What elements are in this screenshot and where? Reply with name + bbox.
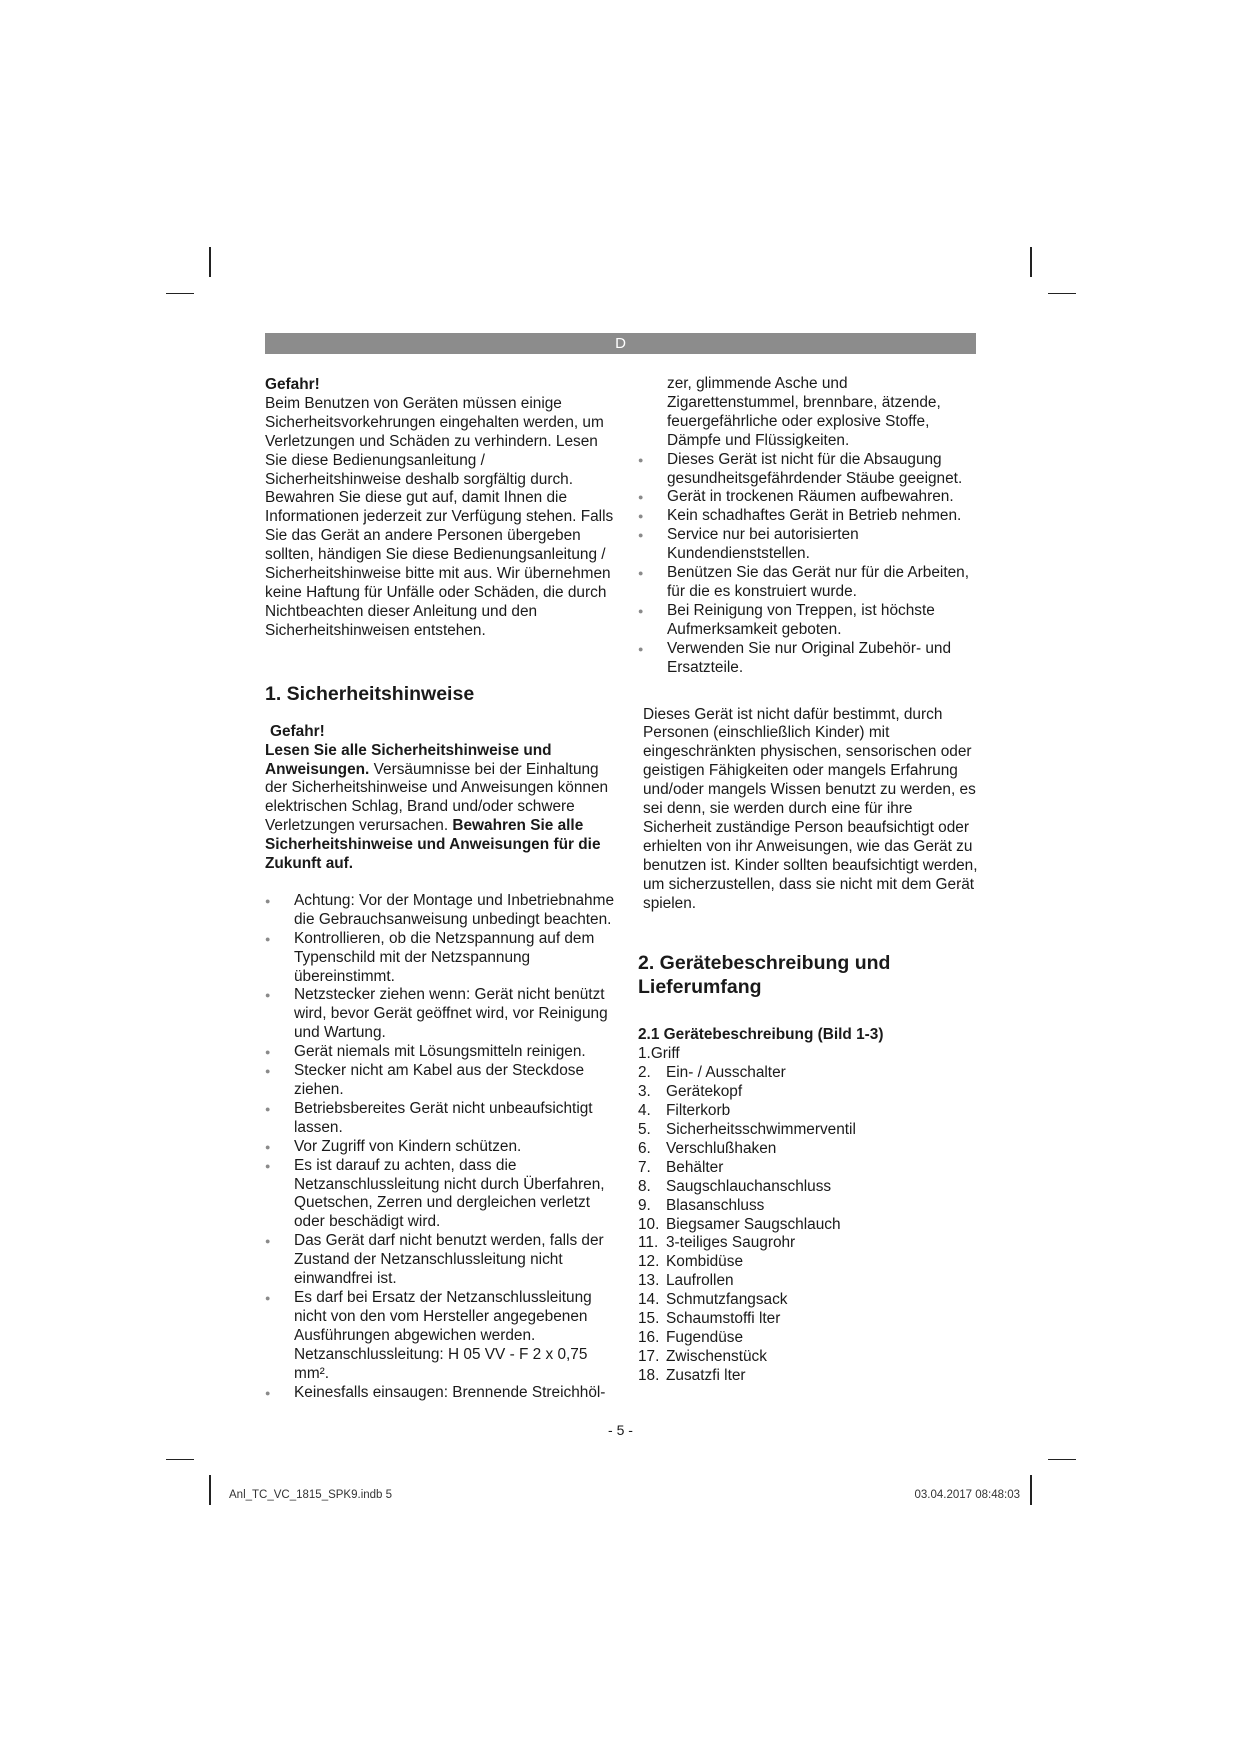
part-label: Filterkorb: [666, 1102, 731, 1120]
crop-mark: [1030, 1475, 1032, 1505]
crop-mark: [1048, 1459, 1076, 1460]
list-item: ● Gerät niemals mit Lösungsmitteln reinigen.: [265, 1043, 615, 1062]
list-item: [638, 1310, 978, 1329]
part-number: 16.: [638, 1328, 660, 1346]
section1-text: Versäumnisse bei der Einhaltung der Sicherheitshinweise und Anweisungen können elektrischen Schlag, Brand und/oder schwere Verletzungen verursachen.: [265, 760, 609, 835]
list-item: ● Service nur bei autorisierten Kundendienststellen.: [638, 526, 978, 564]
crop-mark: [209, 1475, 211, 1505]
part-number: 2.: [638, 1064, 651, 1082]
part-number: 10.: [638, 1215, 660, 1233]
part-number: 12.: [638, 1253, 660, 1271]
part-number: 6.: [638, 1139, 651, 1157]
warning-title: Gefahr!: [265, 376, 320, 393]
list-item: [638, 1064, 978, 1083]
list-item: ● Betriebsbereites Gerät nicht unbeaufsichtigt lassen.: [265, 1100, 615, 1138]
part-label: Saugschlauchanschluss: [666, 1177, 832, 1195]
part-number: 9.: [638, 1196, 651, 1214]
part-label: Schmutzfangsack: [666, 1291, 788, 1309]
language-tab-label: D: [615, 335, 626, 352]
list-item: [638, 1197, 978, 1216]
part-label: Verschlußhaken: [666, 1139, 777, 1157]
list-item: ● Kein schadhaftes Gerät in Betrieb nehmen.: [638, 507, 978, 526]
list-item: [638, 1140, 978, 1159]
part-number: 5.: [638, 1121, 651, 1138]
part-label: Zwischenstück: [666, 1347, 767, 1365]
parts-list: [638, 1064, 978, 1385]
list-item: ● Stecker nicht am Kabel aus der Steckdose ziehen.: [265, 1062, 615, 1100]
section1-warning-title: Gefahr!: [270, 722, 325, 740]
crop-mark: [209, 247, 211, 277]
list-item: [638, 1367, 978, 1386]
section1-bold-lead: Lesen Sie alle Sicherheitshinweise und Anweisungen.: [265, 741, 552, 778]
part-label: Schaumstoffi lter: [666, 1310, 781, 1328]
list-item: [638, 1121, 978, 1140]
section1-intro: [265, 742, 615, 874]
section1-bold-tail: Bewahren Sie alle Sicherheitshinweise und Anweisungen für die Zukunft auf.: [265, 817, 601, 873]
part-label: 3-teiliges Saugrohr: [666, 1234, 796, 1252]
page-number: - 5 -: [608, 1422, 633, 1438]
part-number: 18.: [638, 1366, 660, 1384]
list-item: ● Kontrollieren, ob die Netzspannung auf dem Typenschild mit der Netzspannung übereinstimmt.: [265, 930, 615, 987]
part-label: Sicherheitsschwimmerventil: [666, 1121, 856, 1138]
part-number: 13.: [638, 1272, 660, 1290]
list-item: [638, 1159, 978, 1178]
list-item: ● Netzstecker ziehen wenn: Gerät nicht benützt wird, bevor Gerät geöffnet wird, vor Reinigung und Wartung.: [265, 986, 615, 1043]
part-number: 15.: [638, 1310, 660, 1328]
children-notice: Dieses Gerät ist nicht dafür bestimmt, durch Personen (einschließlich Kinder) mit eingeschränkten physischen, sensorischen oder geistigen Fähigkeiten oder mangels Erfahrung und/oder mangels Wissen benutzt zu werden, es sei denn, sie werden durch eine für ihre Sicherheit zuständige Person beaufsichtigt oder erhielten von ihr Anweisungen, wie das Gerät zu benutzen ist. Kinder sollten beaufsichtigt werden, um sicherzustellen, dass sie nicht mit dem Gerät spielen.: [643, 705, 978, 912]
part-number: 11.: [638, 1234, 659, 1252]
continuation-text: zer, glimmende Asche und Zigarettenstummel, brennbare, ätzende, feuergefährliche oder explosive Stoffe, Dämpfe und Flüssigkeiten.: [667, 375, 941, 449]
part-label: Fugendüse: [666, 1328, 744, 1346]
list-item: ● Vor Zugriff von Kindern schützen.: [265, 1138, 615, 1157]
footer-timestamp: 03.04.2017 08:48:03: [914, 1489, 1020, 1501]
part-number: 3.: [638, 1083, 651, 1101]
part-label: Zusatzfi lter: [666, 1366, 746, 1384]
part-label: Kombidüse: [666, 1253, 743, 1271]
list-item: [638, 1083, 978, 1102]
warning-text: Beim Benutzen von Geräten müssen einige Sicherheitsvorkehrungen eingehalten werden, um Verletzungen und Schäden zu verhindern. Lesen Sie diese Bedienungsanleitung / Sicherheitshinweise deshalb sorgfältig durch. Bewahren Sie diese gut auf, damit Ihnen die Informationen jederzeit zur Verfügung stehen. Falls Sie das Gerät an andere Personen übergeben sollten, händigen Sie diese Bedienungsanleitung / Sicherheitshinweise bitte mit aus. Wir übernehmen keine Haftung für Unfälle oder Schäden, die durch Nichtbeachten dieser Anleitung und den Sicherheitshinweisen entstehen.: [265, 394, 614, 639]
list-item: ● Es ist darauf zu achten, dass die Netzanschlussleitung nicht durch Überfahren, Quetschen, Zerren und dergleichen verletzt oder beschädigt wird.: [265, 1157, 615, 1233]
list-item: ● Das Gerät darf nicht benutzt werden, falls der Zustand der Netzanschlussleitung nicht einwandfrei ist.: [265, 1232, 615, 1289]
section2-heading: 2. Gerätebeschreibung und Lieferumfang: [638, 952, 891, 999]
section1-heading: 1. Sicherheitshinweise: [265, 682, 475, 705]
part-number: 17.: [638, 1347, 660, 1365]
list-item: [638, 1272, 978, 1291]
part-label: Blasanschluss: [666, 1196, 765, 1214]
language-header-bar: [265, 333, 976, 354]
list-item: [638, 1291, 978, 1310]
crop-mark: [1048, 293, 1076, 294]
safety-bullet-list: [265, 892, 615, 1402]
right-column: [638, 375, 978, 1386]
list-item: ● Dieses Gerät ist nicht für die Absaugung gesundheitsgefährdender Stäube geeignet.: [638, 451, 978, 489]
part-label: Biegsamer Saugschlauch: [666, 1215, 841, 1233]
crop-mark: [166, 1459, 194, 1460]
list-item: ● Achtung: Vor der Montage und Inbetriebnahme die Gebrauchsanweisung unbedingt beachten.: [265, 892, 615, 930]
part-number: 8.: [638, 1177, 651, 1195]
part-number: 7.: [638, 1158, 651, 1176]
list-item: [638, 1348, 978, 1367]
list-item: [638, 1102, 978, 1121]
list-item: ● Verwenden Sie nur Original Zubehör- und Ersatzteile.: [638, 640, 978, 678]
list-item: ● Bei Reinigung von Treppen, ist höchste Aufmerksamkeit geboten.: [638, 602, 978, 640]
section2-1-heading: 2.1 Gerätebeschreibung (Bild 1-3): [638, 1026, 884, 1044]
list-item: [638, 1216, 978, 1235]
part-label: Ein- / Ausschalter: [666, 1064, 786, 1082]
crop-mark: [166, 293, 194, 294]
safety-bullet-list-continued: [638, 451, 978, 678]
left-column: [265, 376, 615, 1402]
part-number: 4.: [638, 1102, 651, 1120]
list-item: ● Benützen Sie das Gerät nur für die Arbeiten, für die es konstruiert wurde.: [638, 564, 978, 602]
list-item: [638, 1253, 978, 1272]
part-number: 14.: [638, 1291, 660, 1309]
list-item: [638, 1234, 978, 1253]
crop-mark: [1030, 247, 1032, 277]
part-label: Gerätekopf: [666, 1083, 743, 1101]
footer-file-name: Anl_TC_VC_1815_SPK9.indb 5: [229, 1489, 393, 1501]
list-item: ● Es darf bei Ersatz der Netzanschlussleitung nicht von den vom Hersteller angegebenen Ausführungen abgewichen werden. Netzanschlussleitung: H 05 VV - F 2 x 0,75 mm².: [265, 1289, 615, 1384]
part-label: Laufrollen: [666, 1272, 734, 1290]
list-item: ● Keinesfalls einsaugen: Brennende Streichhöl-: [265, 1384, 615, 1403]
part-item-first: 1.Griff: [638, 1045, 680, 1063]
list-item: ● Gerät in trockenen Räumen aufbewahren.: [638, 488, 978, 507]
list-item: [638, 1329, 978, 1348]
part-label: Behälter: [666, 1158, 724, 1176]
list-item: [638, 1178, 978, 1197]
